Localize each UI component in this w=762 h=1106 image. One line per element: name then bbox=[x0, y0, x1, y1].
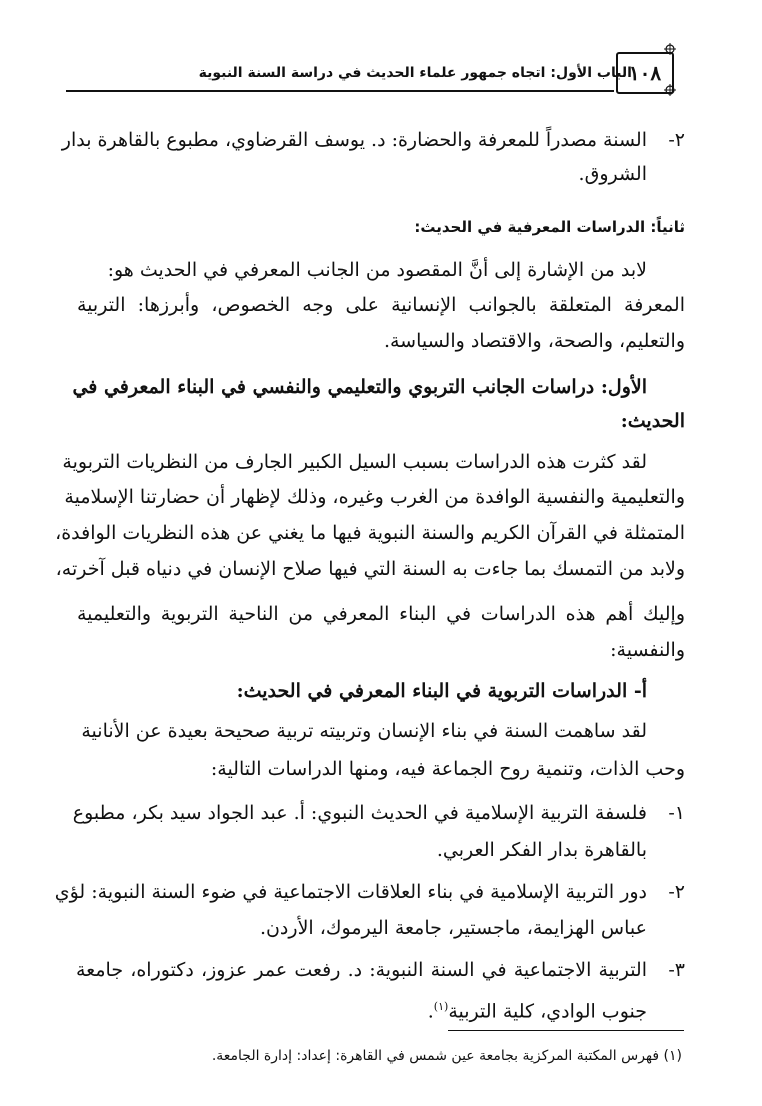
text-line: السنة مصدراً للمعرفة والحضارة: د. يوسف القرضاوي، مطبوع بالقاهرة بدار bbox=[61, 129, 647, 151]
text-line: دور التربية الإسلامية في بناء العلاقات الاجتماعية في ضوء السنة النبوية: لؤي bbox=[54, 881, 647, 903]
footnote-reference[interactable]: (١) bbox=[433, 1000, 449, 1013]
text-line: ولابد من التمسك بما جاءت به السنة التي فيها صلاح الإنسان في دنياه قبل آخرته، bbox=[55, 558, 685, 580]
header-rule bbox=[66, 90, 614, 92]
text-line: والتعليم، والصحة، والاقتصاد والسياسة. bbox=[383, 330, 685, 352]
text-line: عباس الهزايمة، ماجستير، جامعة اليرموك، الأردن. bbox=[259, 917, 647, 939]
text-line: وحب الذات، وتنمية روح الجماعة فيه، ومنها الدراسات التالية: bbox=[210, 758, 685, 780]
text-line: المتمثلة في القرآن الكريم والسنة النبوية فيها ما يغني عن هذه النظريات الوافدة، bbox=[55, 522, 685, 544]
text-line: لقد كثرت هذه الدراسات بسبب السيل الكبير الجارف من النظريات التربوية bbox=[62, 451, 647, 473]
list-number: ٣- bbox=[668, 959, 685, 981]
corner-ornament-icon bbox=[663, 83, 677, 97]
text-line: المعرفة المتعلقة بالجوانب الإنسانية على وجه الخصوص، وأبرزها: التربية bbox=[77, 294, 685, 316]
text-fragment: . bbox=[427, 1000, 434, 1023]
text-line: والنفسية: bbox=[610, 639, 685, 661]
page-number: ١٠٨ bbox=[628, 61, 662, 85]
list-number: ١- bbox=[668, 802, 685, 824]
text-line: فلسفة التربية الإسلامية في الحديث النبوي: أ. عبد الجواد سيد بكر، مطبوع bbox=[72, 802, 647, 824]
text-line: لقد ساهمت السنة في بناء الإنسان وتربيته تربية صحيحة بعيدة عن الأنانية bbox=[81, 720, 647, 742]
footnote-rule bbox=[448, 1030, 684, 1031]
subsection-heading: الأول: دراسات الجانب التربوي والتعليمي والنفسي في البناء المعرفي في bbox=[72, 376, 647, 398]
text-line: والتعليمية والنفسية الوافدة من الغرب وغيره، وذلك لإظهار أن حضارتنا الإسلامية bbox=[64, 486, 685, 508]
list-number: ٢- bbox=[668, 129, 685, 151]
text-line: بالقاهرة بدار الفكر العربي. bbox=[436, 839, 647, 861]
text-line: التربية الاجتماعية في السنة النبوية: د. رفعت عمر عزوز، دكتوراه، جامعة bbox=[76, 959, 647, 981]
subsection-heading: الحديث: bbox=[620, 410, 685, 432]
list-number: ٢- bbox=[668, 881, 685, 903]
text-line bbox=[428, 993, 647, 1025]
subsection-heading: أ- الدراسات التربوية في البناء المعرفي في الحديث: bbox=[236, 680, 647, 702]
text-fragment: جنوب الوادي، كلية التربية bbox=[448, 1000, 647, 1023]
text-line: الشروق. bbox=[578, 163, 647, 185]
section-heading: ثانياً: الدراسات المعرفية في الحديث: bbox=[414, 218, 685, 236]
footnote: (١) فهرس المكتبة المركزية بجامعة عين شمس في القاهرة: إعداد: إدارة الجامعة. bbox=[211, 1048, 682, 1064]
text-line: لابد من الإشارة إلى أنَّ المقصود من الجانب المعرفي في الحديث هو: bbox=[107, 259, 647, 281]
text-line: وإليك أهم هذه الدراسات في البناء المعرفي من الناحية التربوية والتعليمية bbox=[77, 603, 685, 625]
running-header-title: الباب الأول: اتجاه جمهور علماء الحديث في دراسة السنة النبوية bbox=[198, 65, 632, 81]
